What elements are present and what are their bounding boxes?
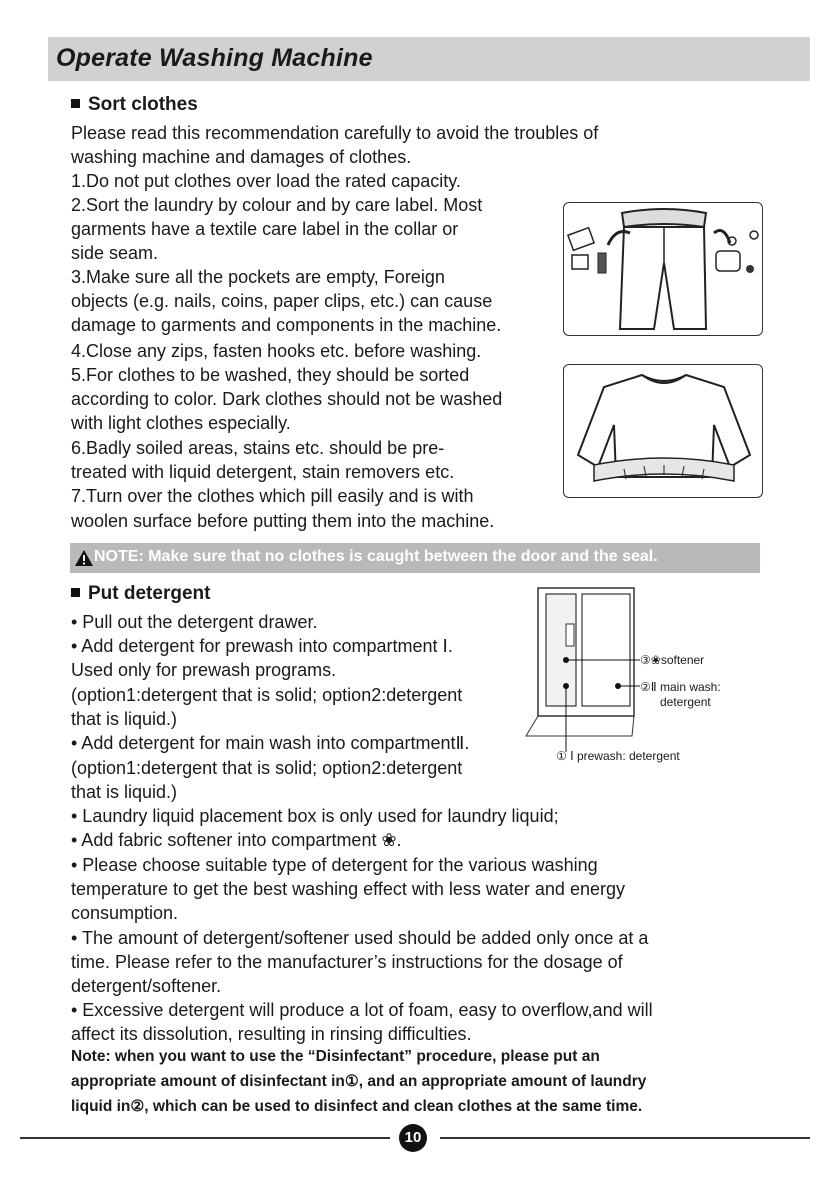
section-heading-sort (71, 94, 198, 116)
section-heading-detergent (71, 583, 210, 605)
sort-line: 1.Do not put clothes over load the rated capacity. (71, 171, 461, 191)
detergent-line: that is liquid.) (71, 782, 178, 802)
detergent-line: temperature to get the best washing effect with less water and energy (71, 879, 625, 899)
callout-main-wash: ②Ⅱ main wash: (640, 680, 721, 694)
detergent-line: • Please choose suitable type of detergent for the various washing (71, 855, 598, 875)
detergent-line: • The amount of detergent/softener used should be added only once at a (71, 928, 649, 948)
sort-line: damage to garments and components in the machine. (71, 315, 502, 335)
final-note-line: Note: when you want to use the “Disinfectant” procedure, please put an (71, 1048, 600, 1065)
trousers-pockets-illustration (563, 202, 763, 336)
sort-line: objects (e.g. nails, coins, paper clips, etc.) can cause (71, 291, 493, 311)
callout-prewash: ① Ⅰ prewash: detergent (556, 749, 680, 763)
sort-line: 3.Make sure all the pockets are empty, Foreign (71, 267, 445, 287)
sweater-illustration (563, 364, 763, 498)
detergent-drawer-diagram (520, 584, 640, 754)
sort-line: according to color. Dark clothes should not be washed (71, 389, 503, 409)
sort-line: 2.Sort the laundry by colour and by care label. Most (71, 195, 483, 215)
detergent-line: (option1:detergent that is solid; option2:detergent (71, 758, 463, 778)
sort-line: treated with liquid detergent, stain removers etc. (71, 462, 455, 482)
sort-line: side seam. (71, 243, 159, 263)
sort-line: 6.Badly soiled areas, stains etc. should be pre- (71, 438, 445, 458)
detergent-line: (option1:detergent that is solid; option2:detergent (71, 685, 463, 705)
detergent-line: time. Please refer to the manufacturer’s instructions for the dosage of (71, 952, 623, 972)
detergent-line: • Excessive detergent will produce a lot of foam, easy to overflow,and will (71, 1000, 653, 1020)
detergent-line: • Add fabric softener into compartment ❀. (71, 830, 402, 850)
sort-line: garments have a textile care label in the collar or (71, 219, 459, 239)
detergent-line: detergent/softener. (71, 976, 222, 996)
sort-heading-text: Sort clothes (88, 94, 198, 115)
sort-line: woolen surface before putting them into the machine. (71, 511, 495, 531)
callout-softener: ③❀softener (640, 653, 705, 667)
detergent-line: • Pull out the detergent drawer. (71, 612, 318, 632)
final-note-line: appropriate amount of disinfectant in①, and an appropriate amount of laundry (71, 1073, 647, 1090)
final-note-line: liquid in②, which can be used to disinfect and clean clothes at the same time. (71, 1098, 643, 1115)
sort-line: 7.Turn over the clothes which pill easily and is with (71, 486, 474, 506)
detergent-heading-text: Put detergent (88, 583, 211, 604)
warning-triangle-icon (74, 549, 94, 567)
detergent-line: Used only for prewash programs. (71, 660, 337, 680)
page-title: Operate Washing Machine (56, 44, 373, 72)
detergent-line: consumption. (71, 903, 179, 923)
sort-line: 4.Close any zips, fasten hooks etc. before washing. (71, 341, 482, 361)
detergent-line: that is liquid.) (71, 709, 178, 729)
detergent-line: • Laundry liquid placement box is only used for laundry liquid; (71, 806, 559, 826)
sort-line: washing machine and damages of clothes. (71, 147, 412, 167)
notice-text: NOTE: Make sure that no clothes is caught between the door and the seal. (94, 548, 658, 565)
callout-main-wash-detergent: detergent (660, 695, 711, 709)
sort-line: 5.For clothes to be washed, they should be sorted (71, 365, 470, 385)
detergent-line: • Add detergent for main wash into compartmentⅡ. (71, 733, 470, 753)
sort-line: Please read this recommendation carefully to avoid the troubles of (71, 123, 599, 143)
footer-rule-right (440, 1137, 810, 1139)
footer-rule-left (20, 1137, 390, 1139)
bullet-square-icon (71, 588, 80, 597)
detergent-line: affect its dissolution, resulting in rinsing difficulties. (71, 1024, 472, 1044)
bullet-square-icon (71, 99, 80, 108)
sweater-icon (564, 365, 762, 497)
notice-banner (70, 543, 760, 573)
detergent-line: • Add detergent for prewash into compartment Ⅰ. (71, 636, 453, 656)
page-number: 10 (399, 1124, 427, 1152)
sort-line: with light clothes especially. (71, 413, 291, 433)
trousers-icon (564, 203, 762, 335)
